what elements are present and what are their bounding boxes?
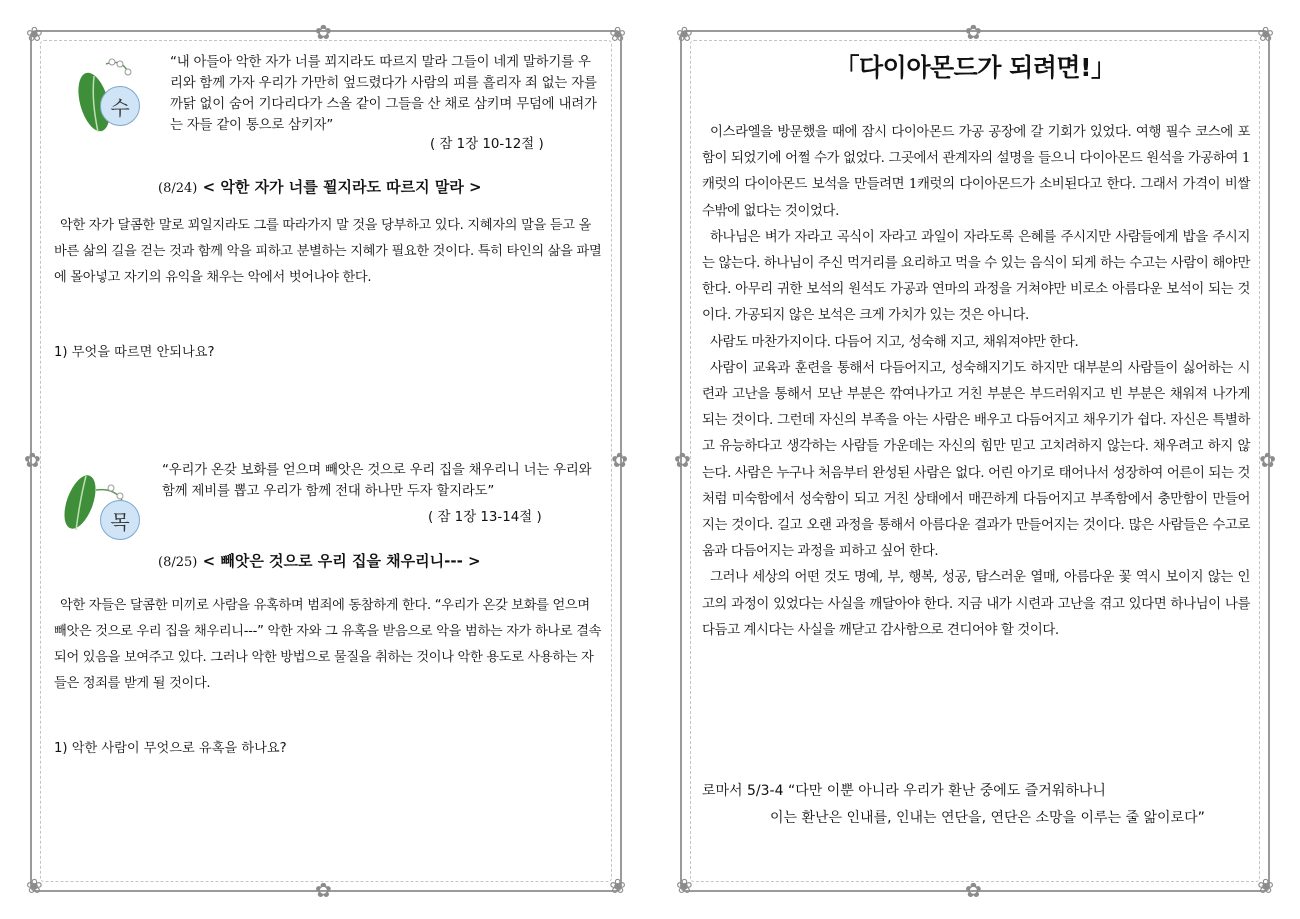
section-title [158, 550, 481, 571]
closing-verse-line: 로마서 5/3-4 “다만 이뿐 아니라 우리가 환난 중에도 즐거워하나니 [702, 783, 1106, 799]
ornament-icon: ❀ [1257, 874, 1274, 898]
day-badge-thursday [56, 460, 146, 550]
verse-reference: ( 잠 1장 10-12절 ) [430, 137, 544, 152]
day-label: 목 [100, 500, 140, 540]
ornament-icon: ❀ [676, 22, 693, 46]
ornament-icon: ❀ [1257, 22, 1274, 46]
left-page [24, 20, 628, 902]
question: 1) 무엇을 따르면 안되나요? [54, 345, 215, 360]
devotion-paragraph: 악한 자가 달콤한 말로 꾀일지라도 그를 따라가지 말 것을 당부하고 있다. 지혜자의 말을 듣고 올바른 삶의 길을 걷는 것과 함께 악을 피하고 분별하는 지혜가 필요한 것이다. 특히 타인의 삶을 파멸에 몰아넣고 자기의 유익을 채우는 악에서 벗어나야 한다. [54, 218, 602, 285]
ornament-icon: ✿ [315, 20, 332, 44]
ornament-icon: ✿ [315, 878, 332, 902]
section-title [158, 176, 482, 197]
essay-paragraph: 사람도 마찬가지이다. 다듬어 지고, 성숙해 지고, 채워져야만 한다. [710, 334, 1079, 350]
section-title-text: < 빼앗은 것으로 우리 집을 채우리니--- > [202, 552, 481, 570]
devotion-paragraph: 악한 자들은 달콤한 미끼로 사람을 유혹하며 범죄에 동참하게 한다. “우리가 온갖 보화를 얻으며 빼앗은 것으로 우리 집을 채우리니---” 악한 자와 그 유혹을 받음으로 악을 범하는 자가 하나로 결속되어 있음을 보여주고 있다. 그러나 악한 방법으로 물질을 취하는 것이나 악한 용도로 사용하는 자들은 정죄를 받게 될 것이다. [54, 598, 602, 691]
bible-verse: “우리가 온갖 보화를 얻으며 빼앗은 것으로 우리 집을 채우리니 너는 우리와 함께 제비를 뽑고 우리가 함께 전대 하나만 두자 할지라도” [162, 463, 592, 499]
day-label: 수 [100, 86, 140, 126]
day-badge-wednesday [62, 50, 152, 140]
ornament-icon: ✿ [965, 878, 982, 902]
ornament-icon: ✿ [611, 448, 628, 472]
essay-body [702, 120, 1250, 644]
essay-title: 「다이아몬드가 되려면!」 [834, 53, 1116, 82]
closing-verse [702, 778, 1250, 832]
ornament-icon: ❀ [26, 874, 43, 898]
verse-reference: ( 잠 1장 13-14절 ) [428, 510, 542, 525]
question: 1) 악한 사람이 무엇으로 유혹을 하나요? [54, 741, 287, 756]
ornament-icon: ❀ [609, 874, 626, 898]
ornament-icon: ✿ [674, 448, 691, 472]
right-page [674, 20, 1276, 902]
essay-paragraph: 그러나 세상의 어떤 것도 명예, 부, 행복, 성공, 탐스러운 열매, 아름다운 꽃 역시 보이지 않는 인고의 과정이 있었다는 사실을 깨달아야 한다. 지금 내가 시련과 고난을 겪고 있다면 하나님이 나를 다듬고 계시다는 사실을 깨닫고 감사함으로 견디어야 할 것이다. [702, 570, 1250, 638]
bible-verse: “내 아들아 악한 자가 너를 꾀지라도 따르지 말라 그들이 네게 말하기를 우리와 함께 가자 우리가 가만히 엎드렸다가 사람의 피를 흘리자 죄 없는 자를 까닭 없이 숨어 기다리다가 스올 같이 그들을 산 채로 삼키며 무덤에 내려가는 자들 같이 통으로 삼키자” [170, 55, 597, 133]
ornament-icon: ❀ [26, 22, 43, 46]
essay-paragraph: 이스라엘을 방문했을 때에 잠시 다이아몬드 가공 공장에 갈 기회가 있었다. 여행 필수 코스에 포함이 되었기에 어쩔 수가 없었다. 그곳에서 관계자의 설명을 들으니 다이아몬드 원석을 가공하여 1캐럿의 다이아몬드 보석을 만들려면 1캐럿의 다이아몬드가 소비된다고 한다. 그래서 가격이 비쌀 수밖에 없다는 것이었다. [702, 125, 1250, 219]
section-date: (8/25) [158, 555, 198, 570]
section-title-text: < 악한 자가 너를 꾈지라도 따르지 말라 > [202, 178, 482, 196]
section-date: (8/24) [158, 181, 198, 196]
ornament-icon: ❀ [609, 22, 626, 46]
ornament-icon: ✿ [1259, 448, 1276, 472]
ornament-icon: ✿ [965, 20, 982, 44]
essay-paragraph: 하나님은 벼가 자라고 곡식이 자라고 과일이 자라도록 은혜를 주시지만 사람들에게 밥을 주시지는 않는다. 하나님이 주신 먹거리를 요리하고 먹을 수 있는 음식이 되게 하는 수고는 사람이 해야만 한다. 아무리 귀한 보석의 원석도 가공과 연마의 과정을 거쳐야만 비로소 아름다운 보석이 되는 것이다. 가공되지 않은 보석은 크게 가치가 있는 것은 아니다. [702, 229, 1250, 324]
ornament-icon: ❀ [676, 874, 693, 898]
essay-paragraph: 사람이 교육과 훈련을 통해서 다듬어지고, 성숙해지기도 하지만 대부분의 사람들이 싫어하는 시련과 고난을 통해서 모난 부분은 깎여나가고 거친 부분은 부드러워지고 빈 부분은 채워져 나가게 되는 것이다. 그런데 자신의 부족을 아는 사람은 배우고 다듬어지고 채우기가 쉽다. 자신은 특별하고 유능하다고 생각하는 사람들 가운데는 자신의 힘만 믿고 고치려하지 않는다. 채우려고 하지 않는다. 사람은 누구나 처음부터 완성된 사람은 없다. 어린 아기로 태어나서 성장하여 어른이 되는 것처럼 미숙함에서 성숙함이 되고 거친 상태에서 매끈하게 다듬어지고 부족함에서 충만함이 만들어지는 것이다. 길고 오랜 과정을 통해서 아름다운 결과가 만들어지는 것이다. 많은 사람들은 수고로움과 다듬어지는 과정을 피하고 싶어 한다. [702, 360, 1250, 560]
closing-verse-line: 이는 환난은 인내를, 인내는 연단을, 연단은 소망을 이루는 줄 앎이로다” [770, 810, 1205, 826]
ornament-icon: ✿ [24, 448, 41, 472]
